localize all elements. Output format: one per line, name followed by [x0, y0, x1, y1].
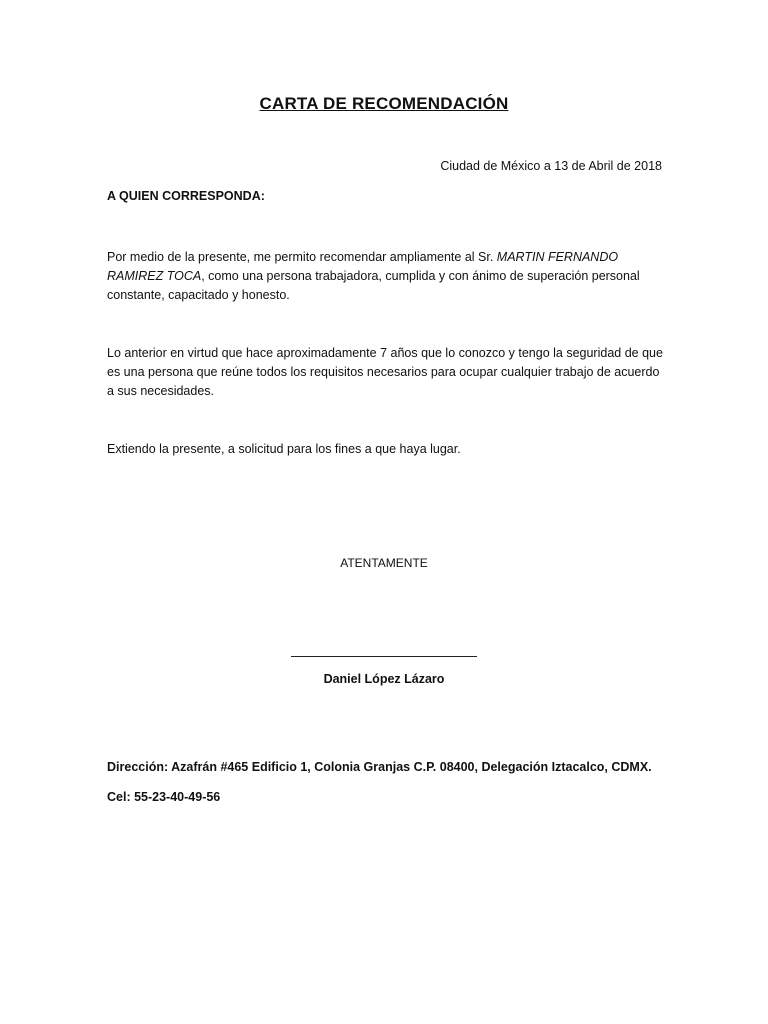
- paragraph-recommendation-rest: , como una persona trabajadora, cumplida y con ánimo de superación personal constante, capacitado y honesto.: [107, 269, 640, 302]
- signer-name: Daniel López Lázaro: [323, 672, 445, 686]
- signer-address: Dirección: Azafrán #465 Edificio 1, Colonia Granjas C.P. 08400, Delegación Iztacalco, CDMX.: [107, 760, 652, 774]
- salutation: A QUIEN CORRESPONDA:: [107, 189, 265, 203]
- paragraph-recommendation-intro: Por medio de la presente, me permito recomendar ampliamente al Sr.: [107, 250, 497, 264]
- letter-date: Ciudad de México a 13 de Abril de 2018: [440, 159, 662, 173]
- recommended-person-name: MARTIN FERNANDO RAMIREZ TOCA: [107, 250, 619, 283]
- closing-atentamente: ATENTAMENTE: [340, 556, 428, 570]
- paragraph-background: Lo anterior en virtud que hace aproximadamente 7 años que lo conozco y tengo la seguridad de que es una persona que reúne todos los requisitos necesarios para ocupar cualquier trabajo de acuerdo a sus necesidades.: [107, 346, 663, 398]
- paragraph-closing-statement: Extiendo la presente, a solicitud para los fines a que haya lugar.: [107, 442, 461, 456]
- signature-line: [291, 656, 477, 657]
- signer-phone: Cel: 55-23-40-49-56: [107, 790, 221, 804]
- paragraph-recommendation: [107, 248, 667, 305]
- letter-title: CARTA DE RECOMENDACIÓN: [259, 94, 509, 113]
